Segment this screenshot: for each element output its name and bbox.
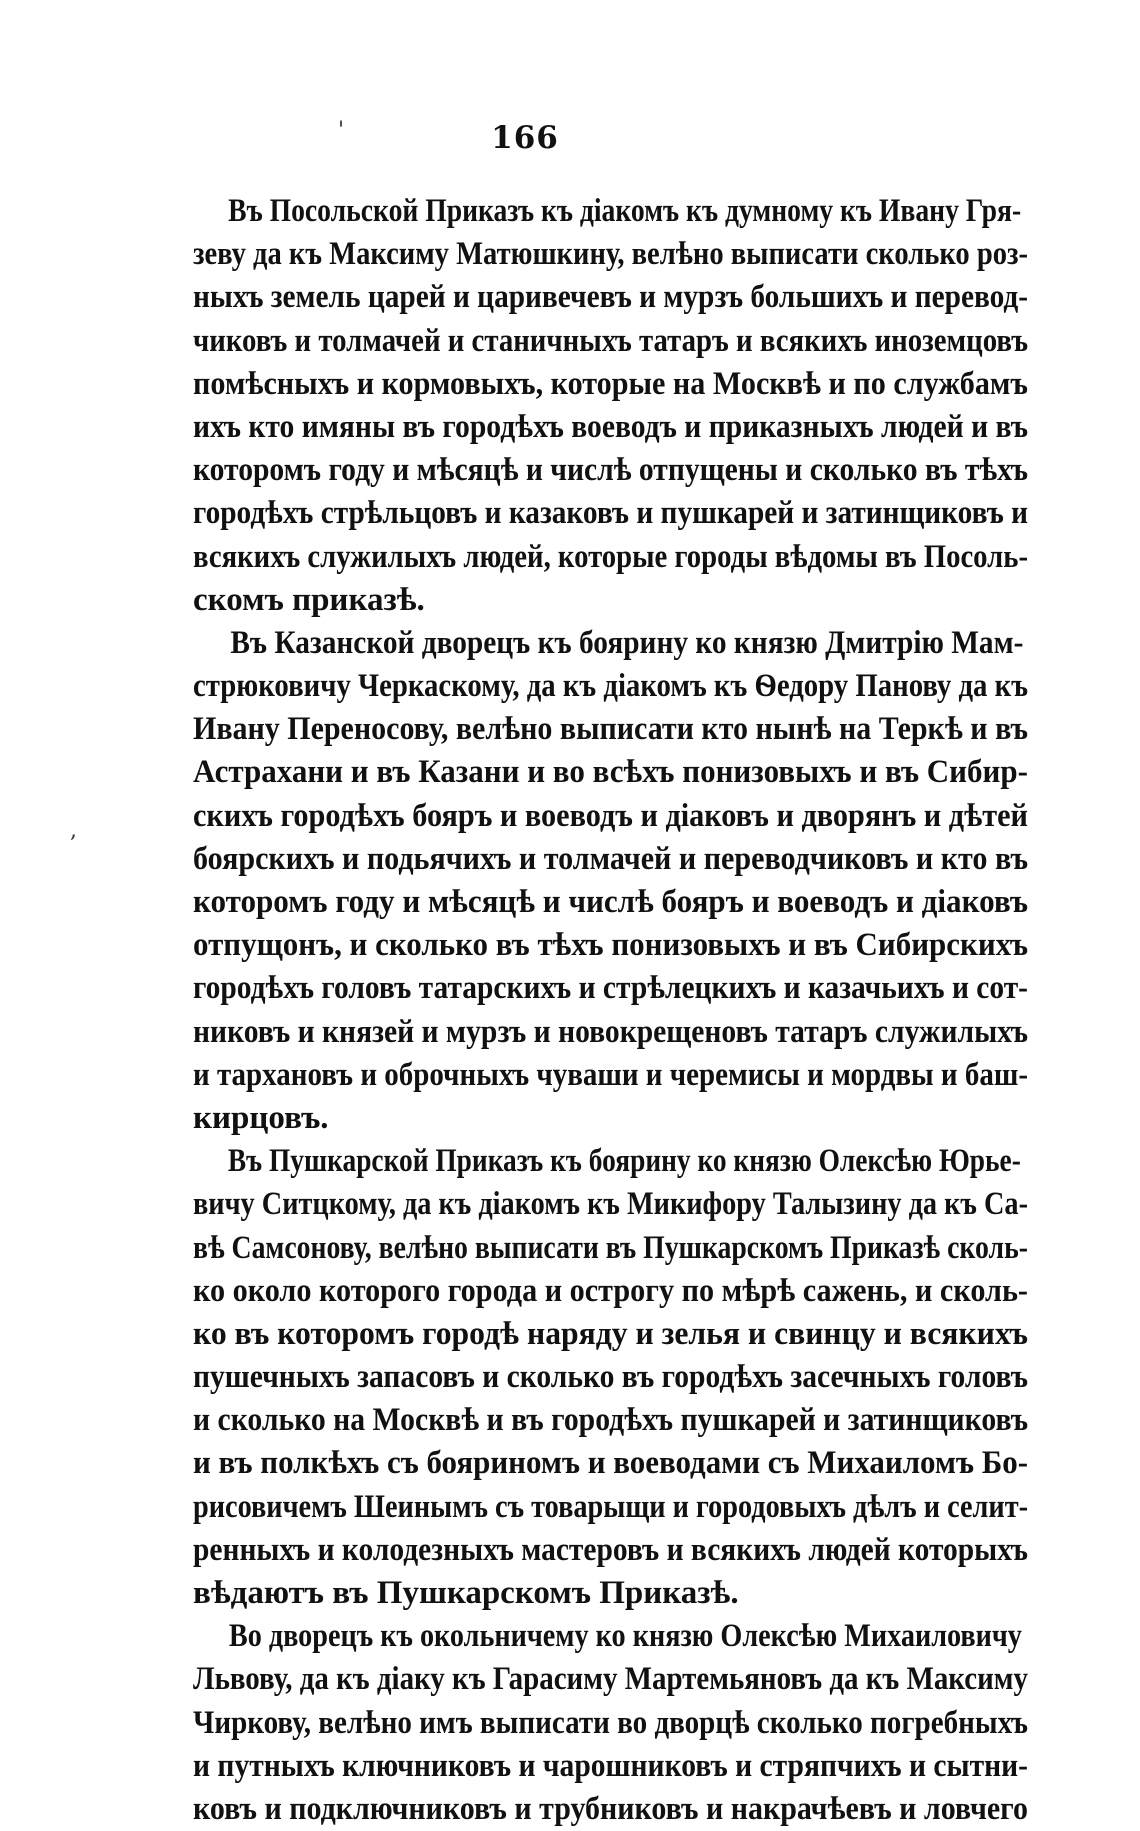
text-line: боярскихъ и подьячихъ и толмачей и переводчиковъ и кто въ <box>193 840 1029 877</box>
text-line: никовъ и князей и мурзъ и новокрещеновъ татаръ служилыхъ <box>193 1013 1029 1050</box>
text-line: ко около которого города и острогу по мѣрѣ сажень, и сколь- <box>193 1272 1028 1309</box>
text-line: вичу Ситцкому, да къ діакомъ къ Микифору Талызину да къ Са- <box>193 1186 1029 1223</box>
text-line: ковъ и подключниковъ и трубниковъ и накрачѣевъ и ловчего <box>193 1790 1028 1827</box>
paragraph <box>193 1140 1028 1615</box>
page-number: 166 <box>491 120 559 156</box>
text-line: которомъ году и мѣсяцѣ и числѣ отпущены и сколько въ тѣхъ <box>193 452 1029 489</box>
text-line: скихъ городѣхъ бояръ и воеводъ и діаковъ и дворянъ и дѣтей <box>193 797 1028 834</box>
paragraph <box>193 1615 1028 1831</box>
text-line: Астрахани и въ Казани и во всѣхъ понизовыхъ и въ Сибир- <box>193 754 1028 791</box>
text-line: стрюковичу Черкаскому, да къ діакомъ къ Ѳедору Панову да къ <box>193 668 1028 705</box>
text-line: и тархановъ и оброчныхъ чуваши и черемисы и мордвы и баш- <box>193 1056 1028 1093</box>
text-line: ренныхъ и колодезныхъ мастеровъ и всякихъ людей которыхъ <box>193 1531 1028 1568</box>
text-line: Чиркову, велѣно имъ выписати во дворцѣ сколько погребныхъ <box>193 1704 1028 1741</box>
paragraph <box>193 622 1028 1140</box>
text-line: ихъ кто имяны въ городѣхъ воеводъ и приказныхъ людей и въ <box>193 408 1029 445</box>
text-line: отпущонъ, и сколько въ тѣхъ понизовыхъ и въ Сибирскихъ <box>193 927 1029 964</box>
margin-speck: ' <box>338 118 345 143</box>
text-line: Во дворецъ къ окольничему ко князю Олексѣю Михаиловичу <box>228 1618 1022 1655</box>
text-line: вѣдаютъ въ Пушкарскомъ Приказѣ. <box>193 1575 739 1611</box>
text-line: всякихъ служилыхъ людей, которые городы вѣдомы въ Посоль- <box>193 538 1029 575</box>
text-line: и въ полкѣхъ съ бояриномъ и воеводами съ Михаиломъ Бо- <box>193 1445 1029 1482</box>
text-line: которомъ году и мѣсяцѣ и числѣ бояръ и воеводъ и діаковъ <box>193 884 1028 920</box>
text-line: зеву да къ Максиму Матюшкину, велѣно выписати сколько роз- <box>193 236 1029 273</box>
text-line: кирцовъ. <box>193 1099 329 1136</box>
text-line: помѣсныхъ и кормовыхъ, которые на Москвѣ и по службамъ <box>193 365 1028 402</box>
text-line: городѣхъ головъ татарскихъ и стрѣлецкихъ и казачьихъ и сот- <box>193 970 1029 1007</box>
text-line: Львову, да къ діаку къ Гарасиму Мартемьяновъ да къ Максиму <box>193 1661 1028 1698</box>
text-line: пушечныхъ запасовъ и сколько въ городѣхъ засечныхъ головъ <box>193 1359 1028 1396</box>
text-line: Въ Пушкарской Приказъ къ боярину ко князю Олексѣю Юрье- <box>227 1143 1021 1180</box>
text-line: скомъ приказѣ. <box>193 581 425 618</box>
text-line: Въ Посольской Приказъ къ діакомъ къ думному къ Ивану Гря- <box>228 193 1022 229</box>
paragraph <box>193 190 1028 622</box>
body-text <box>193 190 1028 1831</box>
text-line: Въ Казанской дворецъ къ боярину ко князю Дмитрію Мам- <box>230 624 1024 661</box>
text-line: и путныхъ ключниковъ и чарошниковъ и стряпчихъ и сытни- <box>193 1747 1029 1784</box>
text-line: вѣ Самсонову, велѣно выписати въ Пушкарскомъ Приказѣ сколь- <box>193 1229 1029 1266</box>
margin-speck: , <box>70 818 77 843</box>
text-line: ныхъ земель царей и царивечевъ и мурзъ большихъ и перевод- <box>193 279 1029 316</box>
text-line: Ивану Переносову, велѣно выписати кто нынѣ на Теркѣ и въ <box>193 711 1029 748</box>
text-line: рисовичемъ Шеинымъ съ товарыщи и городовыхъ дѣлъ и селит- <box>193 1488 1029 1525</box>
text-line: ко въ которомъ городѣ наряду и зелья и свинцу и всякихъ <box>193 1315 1028 1352</box>
text-line: чиковъ и толмачей и станичныхъ татаръ и всякихъ иноземцовъ <box>193 322 1029 359</box>
text-line: городѣхъ стрѣльцовъ и казаковъ и пушкарей и затинщиковъ и <box>193 495 1029 532</box>
text-line: и сколько на Москвѣ и въ городѣхъ пушкарей и затинщиковъ <box>193 1402 1029 1439</box>
